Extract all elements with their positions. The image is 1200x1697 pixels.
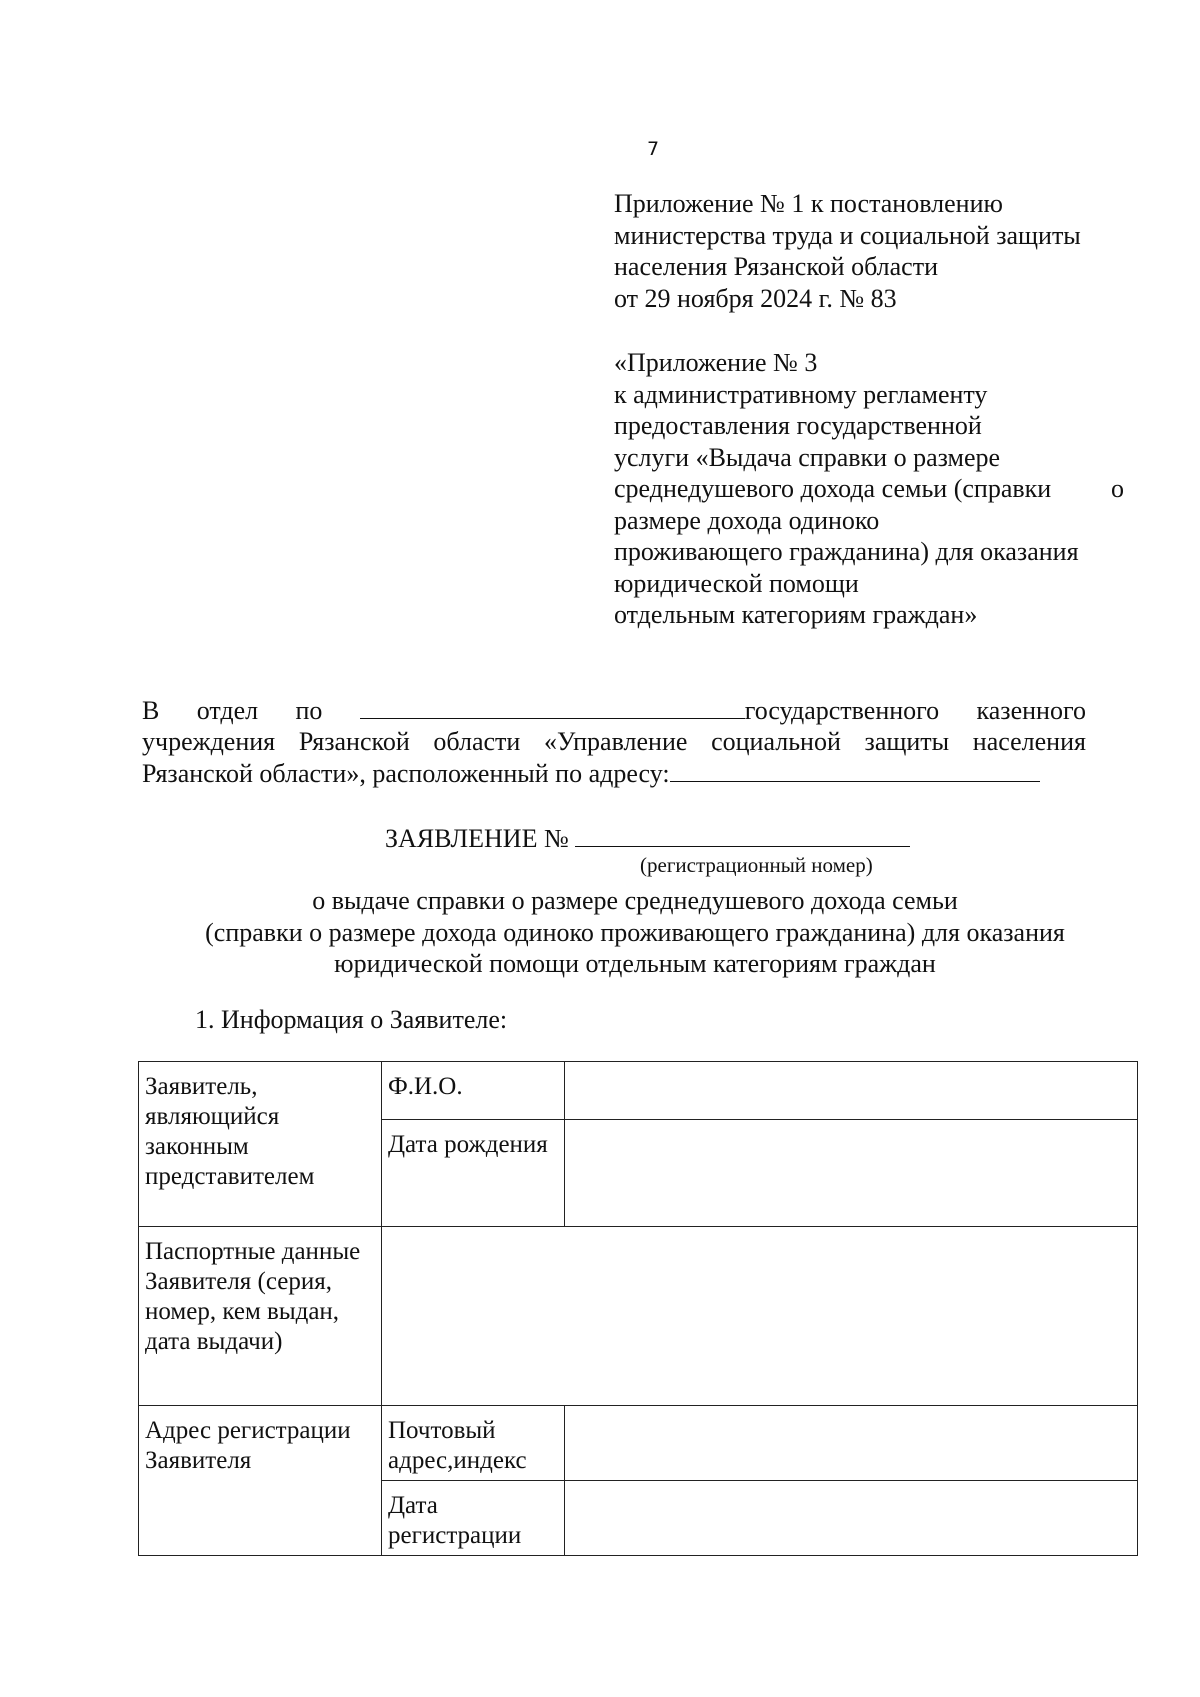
passport-input-cell[interactable] (382, 1227, 1138, 1406)
registration-number-blank[interactable] (575, 822, 910, 847)
subject-line: о выдаче справки о размере среднедушевого дохода семьи (312, 886, 958, 915)
fio-label-cell: Ф.И.О. (382, 1062, 565, 1120)
appendix-line-text: о (1111, 474, 1124, 503)
application-title (385, 822, 910, 854)
addressee-line (142, 694, 1086, 726)
address-blank[interactable] (670, 757, 1040, 782)
application-title-label: ЗАЯВЛЕНИЕ № (385, 824, 569, 853)
table-row (139, 1062, 1138, 1120)
fio-input-cell[interactable] (565, 1062, 1138, 1120)
postal-address-label-cell: Почтовый адрес,индекс (382, 1406, 565, 1481)
subject-line: юридической помощи отдельным категориям граждан (334, 949, 936, 978)
appendix-line-text: среднедушевого дохода семьи (справки (614, 474, 1052, 503)
table-row (139, 1406, 1138, 1481)
addressee-word: социальной (711, 727, 841, 756)
appendix-line: юридической помощи (614, 568, 859, 598)
table-row (139, 1227, 1138, 1406)
addressee-line-text: Рязанской области», расположенный по адресу: (142, 759, 670, 788)
appendix-line: «Приложение № 3 (614, 348, 818, 377)
postal-address-input-cell[interactable] (565, 1406, 1138, 1481)
addressee-word: защиты (864, 727, 950, 756)
birth-date-label-cell: Дата рождения (382, 1120, 565, 1227)
addressee-word: государственного (744, 696, 940, 725)
registration-date-input-cell[interactable] (565, 1481, 1138, 1556)
birth-date-input-cell[interactable] (565, 1120, 1138, 1227)
applicant-info-table (138, 1061, 1138, 1556)
addressee-word: Рязанской (298, 727, 410, 756)
department-name-blank[interactable] (360, 694, 745, 719)
registration-address-label-cell: Адрес регистрации Заявителя (139, 1406, 382, 1556)
addressee-word: «Управление (544, 727, 688, 756)
addressee-line (142, 757, 1086, 789)
addressee-word: казенного (976, 696, 1086, 725)
addressee-word: населения (972, 727, 1086, 756)
section-heading: 1. Информация о Заявителе: (195, 1005, 508, 1034)
addressee-word: отдел (196, 696, 259, 725)
appendix-line: от 29 ноября 2024 г. № 83 (614, 283, 897, 313)
appendix-line: министерства труда и социальной защиты (614, 220, 1081, 250)
appendix-line: отдельным категориям граждан» (614, 600, 978, 629)
appendix-line: населения Рязанской области (614, 252, 938, 281)
appendix-line (614, 473, 1124, 505)
addressee-word: области (433, 727, 521, 756)
appendix-line: Приложение № 1 к постановлению (614, 189, 1003, 218)
addressee-line (142, 726, 1086, 757)
representative-label-cell: Заявитель, являющийся законным представителем (139, 1062, 382, 1227)
application-subject (130, 885, 1140, 980)
registration-number-hint: (регистрационный номер) (640, 853, 873, 877)
addressee-word: учреждения (142, 727, 276, 756)
appendix-header (614, 188, 1174, 314)
registration-date-label-cell: Дата регистрации (382, 1481, 565, 1556)
addressee-word: по (295, 696, 323, 725)
appendix-line: услуги «Выдача справки о размере (614, 442, 1001, 472)
appendix-line: проживающего гражданина) для оказания (614, 537, 1079, 566)
appendix-line: к административному регламенту (614, 379, 988, 409)
appendix-line: предоставления государственной (614, 411, 982, 440)
addressee-word: В (142, 696, 160, 725)
page-number: 7 (647, 138, 660, 160)
department-blank-group (360, 694, 939, 726)
passport-label-cell: Паспортные данные Заявителя (серия, номер, кем выдан, дата выдачи) (139, 1227, 382, 1406)
appendix-line: размере дохода одиноко (614, 505, 880, 535)
subject-line: (справки о размере дохода одиноко проживающего гражданина) для оказания (205, 917, 1065, 947)
regulation-appendix-header (614, 347, 1174, 631)
addressee-block (142, 694, 1086, 789)
